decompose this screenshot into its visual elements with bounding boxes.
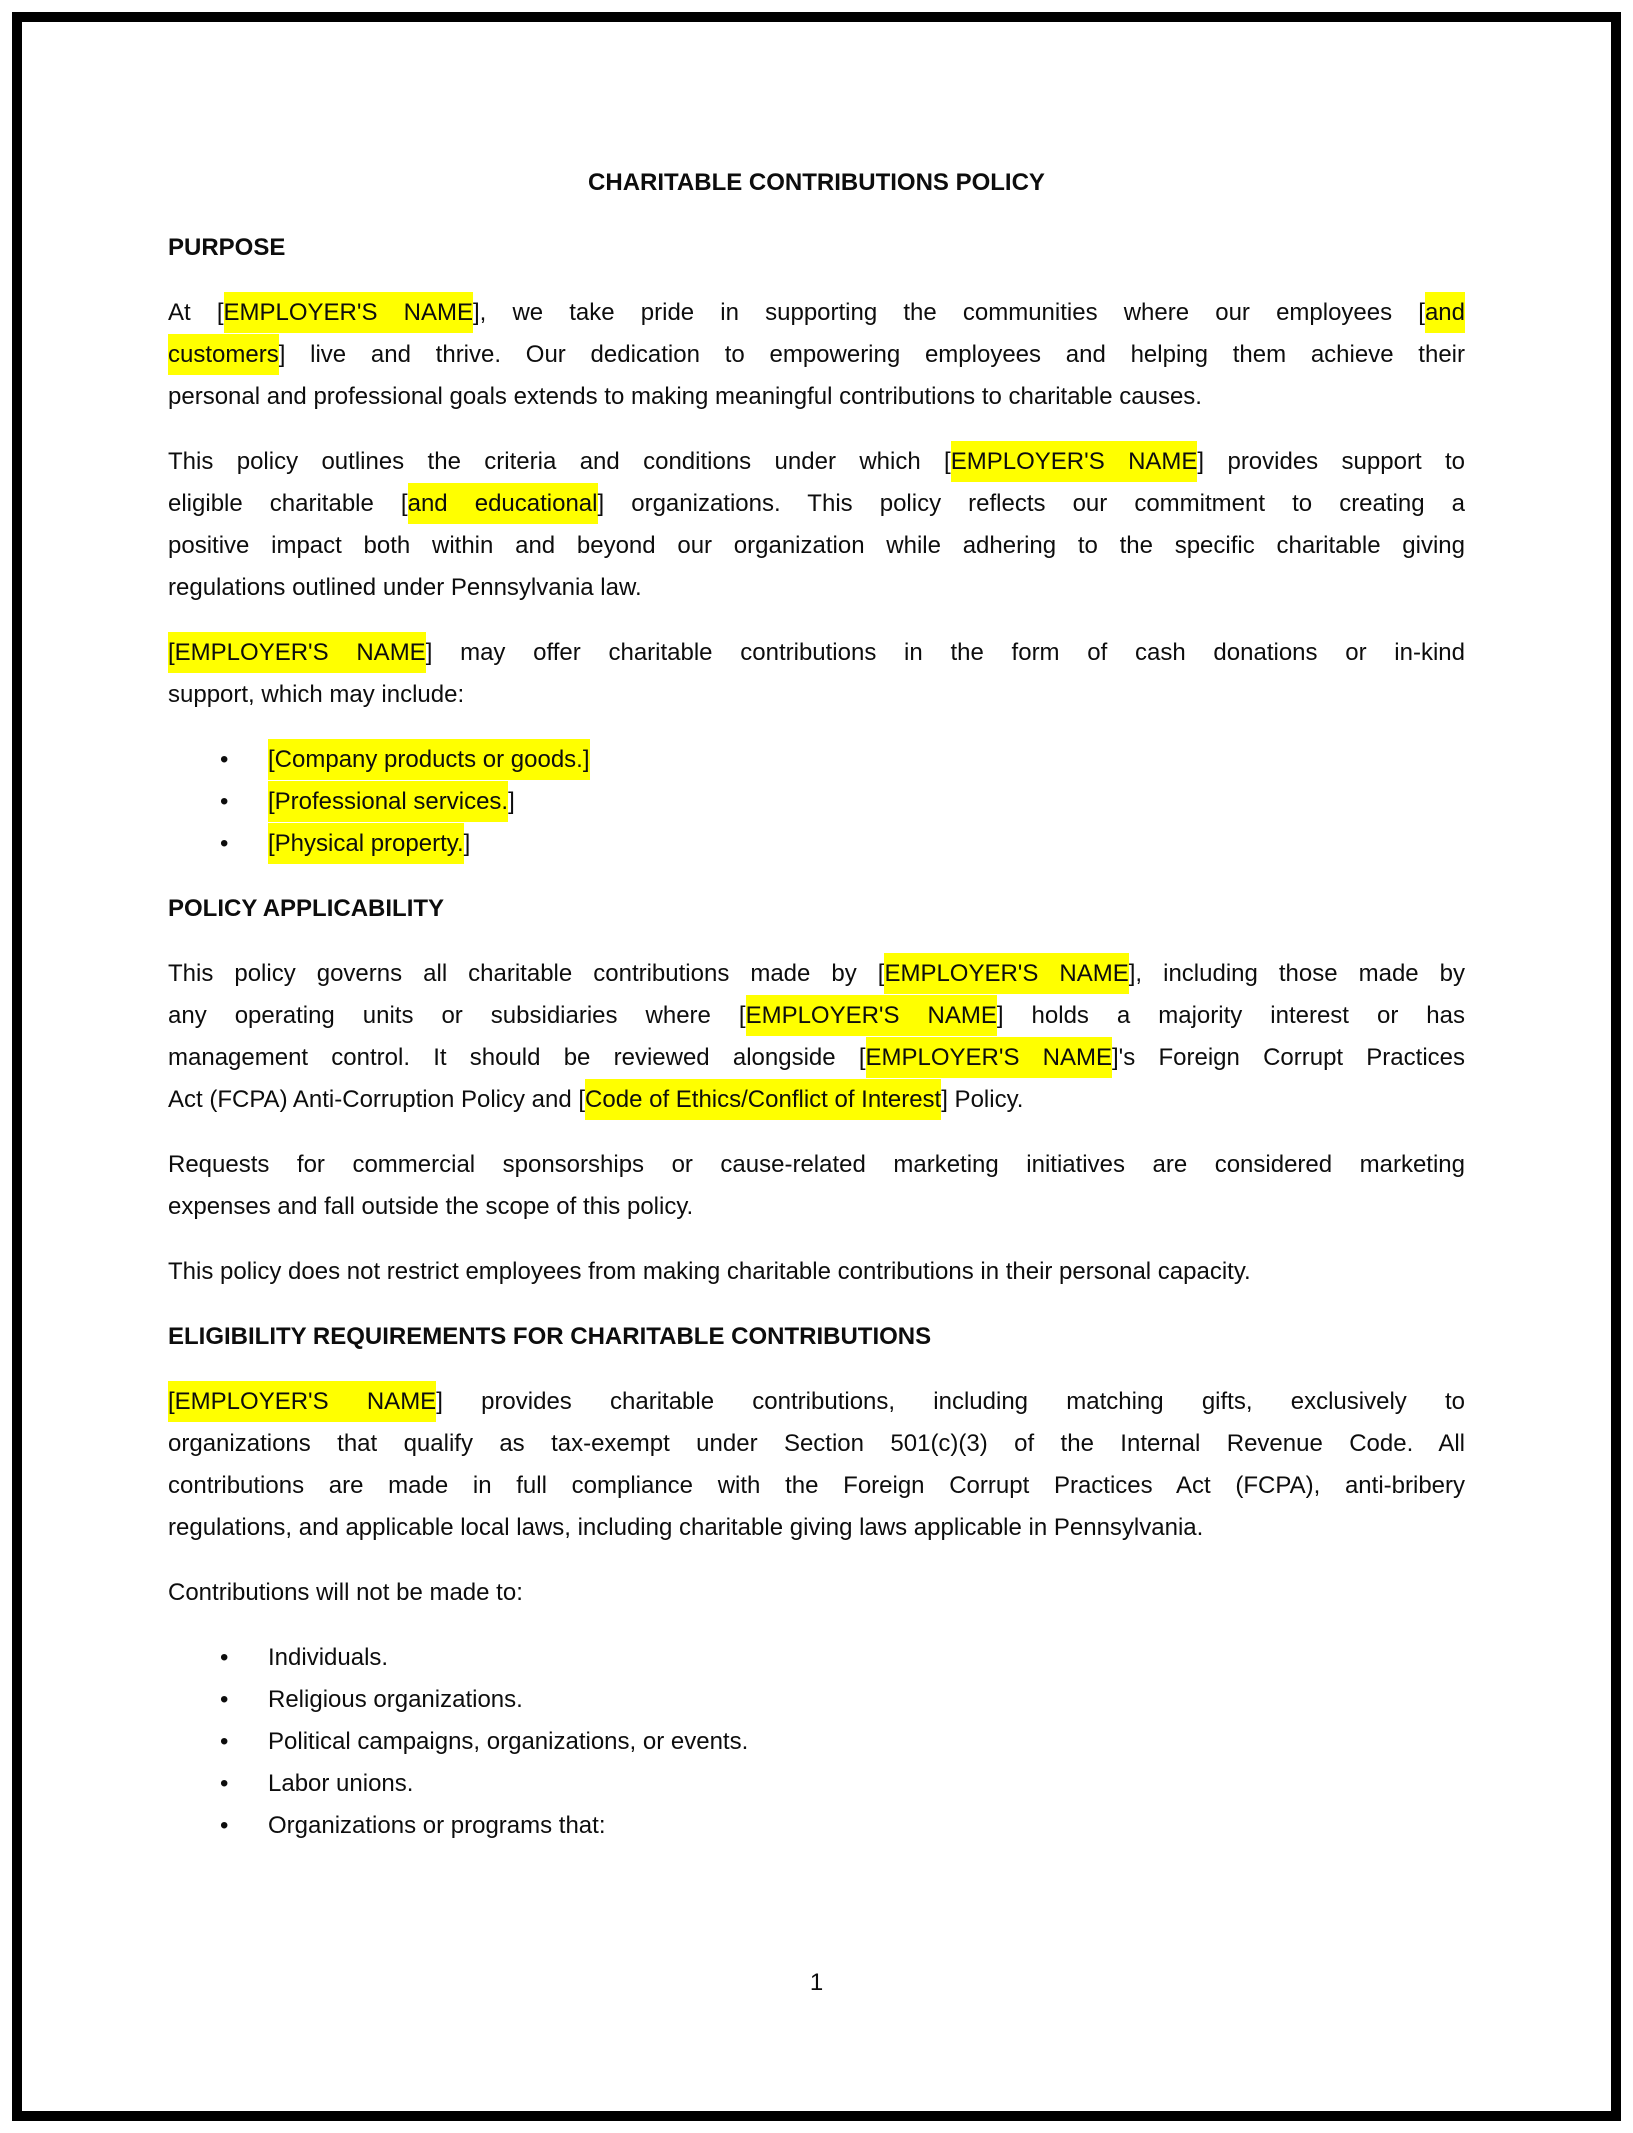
bullet-item: [168, 1679, 1465, 1721]
bullet-list: [168, 739, 1465, 865]
bullet-marker-icon: •: [220, 788, 229, 815]
text-run: Religious organizations.: [268, 1686, 523, 1713]
text-run: Act (FCPA) Anti-Corruption Policy and [: [168, 1086, 586, 1113]
text-run: contributions are made in full compliance with the Foreign Corrupt Practices Act (FCPA), anti-bribery: [168, 1472, 1465, 1499]
highlighted-text: customers: [168, 334, 279, 375]
paragraph: [168, 1251, 1465, 1293]
paragraph: [168, 292, 1465, 418]
paragraph-line: [168, 334, 1465, 376]
text-run: Political campaigns, organizations, or events.: [268, 1728, 749, 1755]
paragraph-line: [168, 1507, 1465, 1549]
paragraph-line: [168, 1251, 1465, 1293]
text-run: ] provides charitable contributions, including matching gifts, exclusively to: [436, 1388, 1466, 1415]
bullet-marker-icon: •: [220, 830, 229, 857]
text-run: At [: [168, 299, 224, 326]
paragraph-line: [168, 1037, 1465, 1079]
paragraph-line: [168, 292, 1465, 334]
text-run: eligible charitable [: [168, 490, 408, 517]
text-run: ] organizations. This policy reflects our commitment to creating a: [597, 490, 1465, 517]
paragraph: [168, 1572, 1465, 1614]
paragraph: [168, 1381, 1465, 1549]
section-heading: POLICY APPLICABILITY: [168, 895, 445, 922]
text-run: ], including those made by: [1128, 960, 1466, 987]
paragraph-line: [168, 483, 1465, 525]
highlighted-text: EMPLOYER'S NAME: [884, 953, 1128, 994]
paragraph-line: [168, 567, 1465, 609]
text-run: ], we take pride in supporting the communities where our employees [: [472, 299, 1425, 326]
paragraph-line: [168, 1572, 1465, 1614]
text-run: Requests for commercial sponsorships or cause-related marketing initiatives are considered marketing: [168, 1151, 1465, 1178]
text-run: ]'s Foreign Corrupt Practices: [1112, 1044, 1465, 1071]
text-run: organizations that qualify as tax-exempt under Section 501(c)(3) of the Internal Revenue Code. All: [168, 1430, 1465, 1457]
text-run: regulations outlined under Pennsylvania law.: [168, 574, 642, 601]
paragraph-line: [168, 953, 1465, 995]
paragraph-line: [168, 376, 1465, 418]
highlighted-text: EMPLOYER'S NAME: [746, 995, 997, 1036]
paragraph-line: [168, 1423, 1465, 1465]
text-run: Individuals.: [268, 1644, 389, 1671]
paragraph: [168, 953, 1465, 1121]
text-run: ]: [508, 788, 515, 815]
text-run: management control. It should be reviewed alongside [: [168, 1044, 866, 1071]
bullet-marker-icon: •: [220, 1728, 229, 1755]
highlighted-text: EMPLOYER'S NAME: [951, 441, 1198, 482]
text-run: ] Policy.: [941, 1086, 1024, 1113]
text-run: personal and professional goals extends to making meaningful contributions to charitable causes.: [168, 383, 1202, 410]
text-run: This policy does not restrict employees from making charitable contributions in their personal capacity.: [168, 1258, 1251, 1285]
text-run: ]: [463, 830, 471, 857]
text-run: positive impact both within and beyond our organization while adhering to the specific charitable giving: [168, 532, 1465, 559]
text-run: ] may offer charitable contributions in the form of cash donations or in-kind: [425, 639, 1465, 666]
highlighted-text: and educational: [408, 483, 598, 524]
bullet-marker-icon: •: [220, 1812, 229, 1839]
paragraph-line: [168, 1186, 1465, 1228]
text-run: ] provides support to: [1197, 448, 1466, 475]
page-number: 1: [809, 1969, 824, 1996]
paragraph-line: [168, 632, 1465, 674]
document-title: CHARITABLE CONTRIBUTIONS POLICY: [588, 169, 1045, 196]
bullet-marker-icon: •: [220, 1770, 229, 1797]
section-heading: PURPOSE: [168, 234, 286, 261]
bullet-item: [168, 1805, 1465, 1847]
text-run: any operating units or subsidiaries where [: [168, 1002, 746, 1029]
highlighted-text: Code of Ethics/Conflict of Interest: [585, 1079, 941, 1120]
highlighted-text: [Company products or goods.]: [268, 739, 590, 780]
paragraph: [168, 1144, 1465, 1228]
paragraph-line: [168, 1144, 1465, 1186]
highlighted-text: EMPLOYER'S NAME: [866, 1037, 1113, 1078]
text-run: regulations, and applicable local laws, including charitable giving laws applicable in Pennsylvania.: [168, 1514, 1204, 1541]
highlighted-text: [EMPLOYER'S NAME: [168, 1381, 436, 1422]
document-body: [168, 227, 1465, 1847]
paragraph: [168, 441, 1465, 609]
highlighted-text: and: [1425, 292, 1465, 333]
text-run: This policy outlines the criteria and conditions under which [: [168, 448, 951, 475]
bullet-marker-icon: •: [220, 1686, 229, 1713]
bullet-item: [168, 1637, 1465, 1679]
bullet-list: [168, 1637, 1465, 1847]
section-heading: ELIGIBILITY REQUIREMENTS FOR CHARITABLE CONTRIBUTIONS: [168, 1323, 932, 1350]
highlighted-text: [Professional services.: [268, 781, 508, 822]
text-run: Organizations or programs that:: [268, 1812, 606, 1839]
text-run: Contributions will not be made to:: [168, 1579, 523, 1606]
bullet-item: [168, 781, 1465, 823]
text-run: This policy governs all charitable contributions made by [: [168, 960, 885, 987]
bullet-item: [168, 823, 1465, 865]
bullet-marker-icon: •: [220, 1644, 229, 1671]
bullet-marker-icon: •: [220, 746, 229, 773]
paragraph-line: [168, 995, 1465, 1037]
text-run: ] holds a majority interest or has: [996, 1002, 1466, 1029]
paragraph-line: [168, 441, 1465, 483]
bullet-item: [168, 1763, 1465, 1805]
paragraph-line: [168, 525, 1465, 567]
page-border: [12, 12, 1621, 2121]
document-page: [22, 22, 1611, 2111]
paragraph-line: [168, 1465, 1465, 1507]
paragraph-line: [168, 1381, 1465, 1423]
text-run: expenses and fall outside the scope of this policy.: [168, 1193, 694, 1220]
text-run: Labor unions.: [268, 1770, 414, 1797]
text-run: ] live and thrive. Our dedication to empowering employees and helping them achieve their: [278, 341, 1465, 368]
highlighted-text: EMPLOYER'S NAME: [224, 292, 473, 333]
paragraph-line: [168, 1079, 1465, 1121]
highlighted-text: [Physical property.: [268, 823, 464, 864]
paragraph: [168, 632, 1465, 716]
bullet-item: [168, 1721, 1465, 1763]
paragraph-line: [168, 674, 1465, 716]
bullet-item: [168, 739, 1465, 781]
text-run: support, which may include:: [168, 681, 465, 708]
highlighted-text: [EMPLOYER'S NAME: [168, 632, 426, 673]
